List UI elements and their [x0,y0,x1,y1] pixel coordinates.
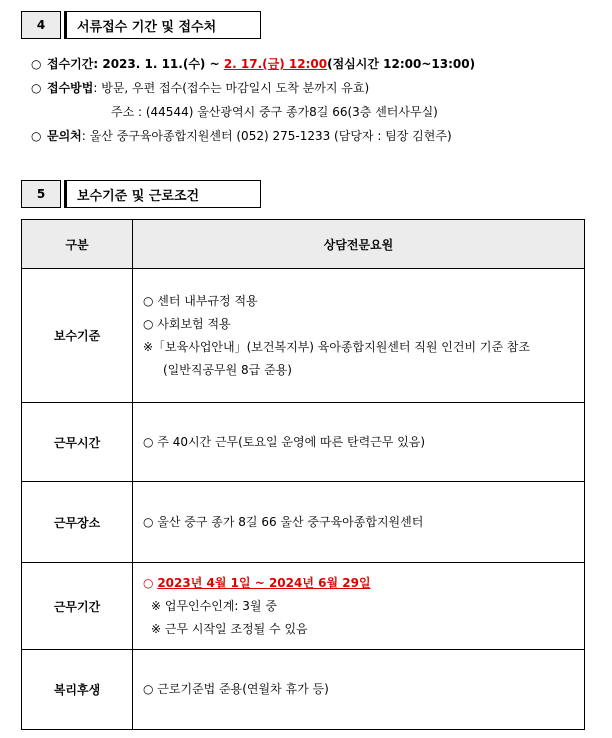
table-row-welfare [22,650,585,730]
table-header-row [22,220,585,269]
period-label: 근무기간 [22,563,133,650]
pay-label: 보수기준 [22,269,133,403]
table-row-pay [22,269,585,403]
application-period-label: 접수기간 [47,57,94,71]
welfare-line-1: ○ 근로기준법 준용(연월차 휴가 등) [143,682,329,696]
welfare-label: 복리후생 [22,650,133,730]
pay-line-4: (일반직공무원 8급 준용) [163,362,292,377]
address-line: 주소 : (44544) 울산광역시 중구 종가8길 66(3층 센터사무실) [111,105,438,119]
place-content [133,482,585,563]
application-method-value: : 방문, 우편 접수(접수는 마감일시 도착 분까지 유효) [93,81,370,95]
header-category: 구분 [22,220,133,269]
hours-line-1: ○ 주 40시간 근무(토요일 운영에 따른 탄력근무 있음) [143,434,426,449]
bullet-circle: ○ [31,129,42,143]
welfare-content [133,650,585,730]
period-line-1 [143,572,584,595]
place-line-1: ○ 울산 중구 종가 8길 66 울산 중구육아종합지원센터 [143,514,424,529]
application-method-line [31,79,369,96]
table-row-hours [22,403,585,482]
pay-line-3: ※「보육사업안내」(보건복지부) 육아종합지원센터 직원 인건비 기준 참조 [143,339,531,354]
section-4-title: 서류접수 기간 및 접수처 [64,11,261,39]
working-conditions-table [21,219,585,730]
period-line-3: ※ 근무 시작일 조정될 수 있음 [151,621,308,636]
section-5-title: 보수기준 및 근로조건 [64,180,261,208]
table-row-period [22,563,585,650]
contact-value: : 울산 중구육아종합지원센터 (052) 275-1233 (담당자 : 팀장 김현주) [81,129,452,143]
application-period-value: : 2023. 1. 11.(수) ~ [93,57,224,71]
application-deadline: 2. 17.(금) 12:00 [223,57,328,71]
hours-label: 근무시간 [22,403,133,482]
work-period-dates: 2023년 4월 1일 ~ 2024년 6월 29일 [157,575,371,590]
application-method-label: 접수방법 [47,81,94,95]
hours-content [133,403,585,482]
bullet-circle: ○ [31,81,42,95]
bullet-circle: ○ [31,57,42,71]
lunch-time-note: (점심시간 12:00~13:00) [327,57,476,71]
pay-line-1: ○ 센터 내부규정 적용 [143,293,258,308]
table-row-place [22,482,585,563]
application-period-line [31,55,475,72]
section-4-number: 4 [21,11,61,39]
pay-line-2: ○ 사회보험 적용 [143,316,231,331]
section-5-number: 5 [21,180,61,208]
section-5-heading [21,180,261,208]
bullet-circle: ○ [143,575,154,590]
place-label: 근무장소 [22,482,133,563]
period-content [133,563,585,650]
contact-label: 문의처 [47,129,82,143]
pay-content [133,269,585,403]
section-4-heading [21,11,261,39]
header-position: 상담전문요원 [133,220,585,269]
contact-line [31,127,452,144]
period-line-2: ※ 업무인수인계: 3월 중 [151,598,277,613]
